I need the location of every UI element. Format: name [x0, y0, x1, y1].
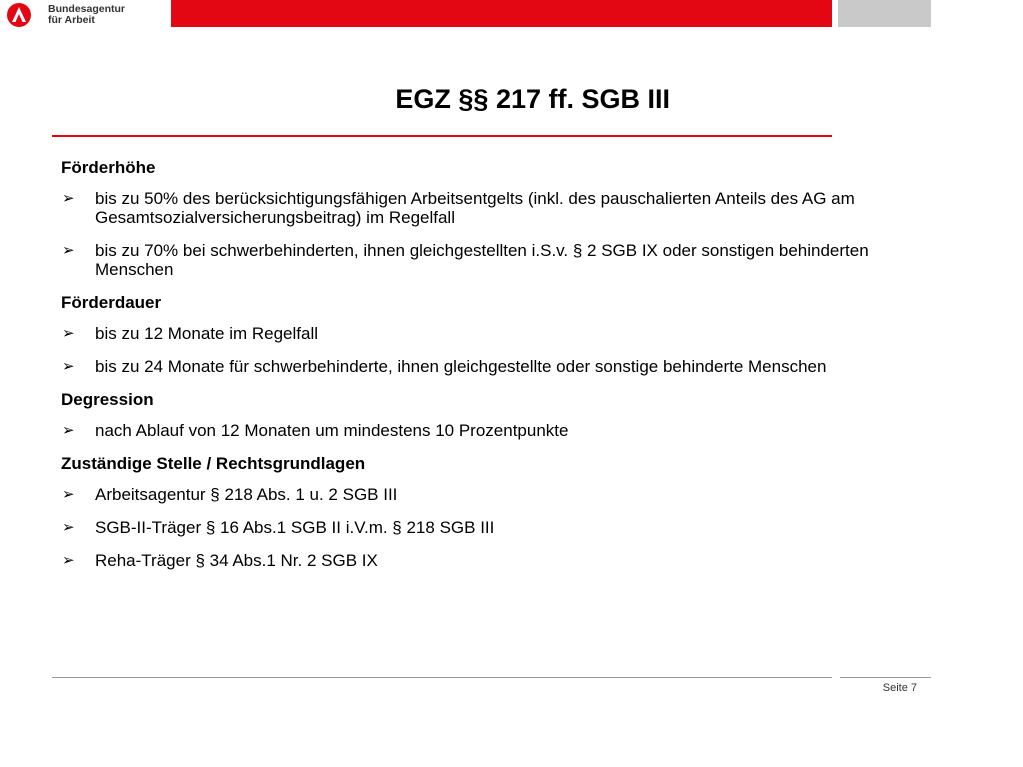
- footer-divider-right: [840, 677, 931, 678]
- arrow-bullet-icon: ➢: [62, 486, 75, 503]
- logo-line-1: Bundesagentur: [48, 3, 126, 15]
- agency-logo-icon: [6, 2, 44, 28]
- bullet-text: bis zu 24 Monate für schwerbehinderte, ihnen gleichgestellte oder sonstige behinderte Menschen: [95, 357, 827, 376]
- section-heading: Förderdauer: [61, 293, 162, 312]
- section-heading: Förderhöhe: [61, 158, 156, 177]
- arrow-bullet-icon: ➢: [62, 358, 75, 375]
- bullet-item: [61, 485, 891, 504]
- arrow-bullet-icon: ➢: [62, 242, 75, 259]
- bullet-item: [61, 518, 891, 537]
- slide-content: [61, 158, 891, 584]
- bullet-item: [61, 324, 891, 343]
- bullet-text: bis zu 70% bei schwerbehinderten, ihnen gleichgestellten i.S.v. § 2 SGB IX oder sonstigen behinderten Menschen: [95, 241, 869, 279]
- footer-divider: [52, 677, 832, 678]
- bullet-text: bis zu 12 Monate im Regelfall: [95, 324, 319, 343]
- title-divider: [52, 135, 832, 137]
- header-red-bar: [171, 0, 832, 27]
- logo-line-2: für Arbeit: [48, 14, 95, 26]
- header-grey-bar: [838, 0, 931, 27]
- bullet-item: [61, 421, 891, 440]
- bullet-item: [61, 357, 891, 376]
- logo-text: [48, 4, 125, 26]
- arrow-bullet-icon: ➢: [62, 519, 75, 536]
- bullet-text: Reha-Träger § 34 Abs.1 Nr. 2 SGB IX: [95, 551, 378, 570]
- bullet-item: [61, 241, 891, 279]
- slide-title: EGZ §§ 217 ff. SGB III: [395, 84, 670, 114]
- bullet-text: SGB-II-Träger § 16 Abs.1 SGB II i.V.m. § 218 SGB III: [95, 518, 495, 537]
- section-heading: Degression: [61, 390, 154, 409]
- bullet-item: [61, 189, 891, 227]
- bullet-text: nach Ablauf von 12 Monaten um mindestens 10 Prozentpunkte: [95, 421, 569, 440]
- arrow-bullet-icon: ➢: [62, 325, 75, 342]
- arrow-bullet-icon: ➢: [62, 552, 75, 569]
- bullet-item: [61, 551, 891, 570]
- section-heading: Zuständige Stelle / Rechtsgrundlagen: [61, 454, 366, 473]
- arrow-bullet-icon: ➢: [62, 190, 75, 207]
- logo: [6, 2, 125, 28]
- arrow-bullet-icon: ➢: [62, 422, 75, 439]
- bullet-text: Arbeitsagentur § 218 Abs. 1 u. 2 SGB III: [95, 485, 398, 504]
- bullet-text: bis zu 50% des berücksichtigungsfähigen Arbeitsentgelts (inkl. des pauschalierten Anteils des AG am Gesamtsozialversicherungsbeitrag) im Regelfall: [95, 189, 855, 227]
- page-number: Seite 7: [882, 682, 917, 694]
